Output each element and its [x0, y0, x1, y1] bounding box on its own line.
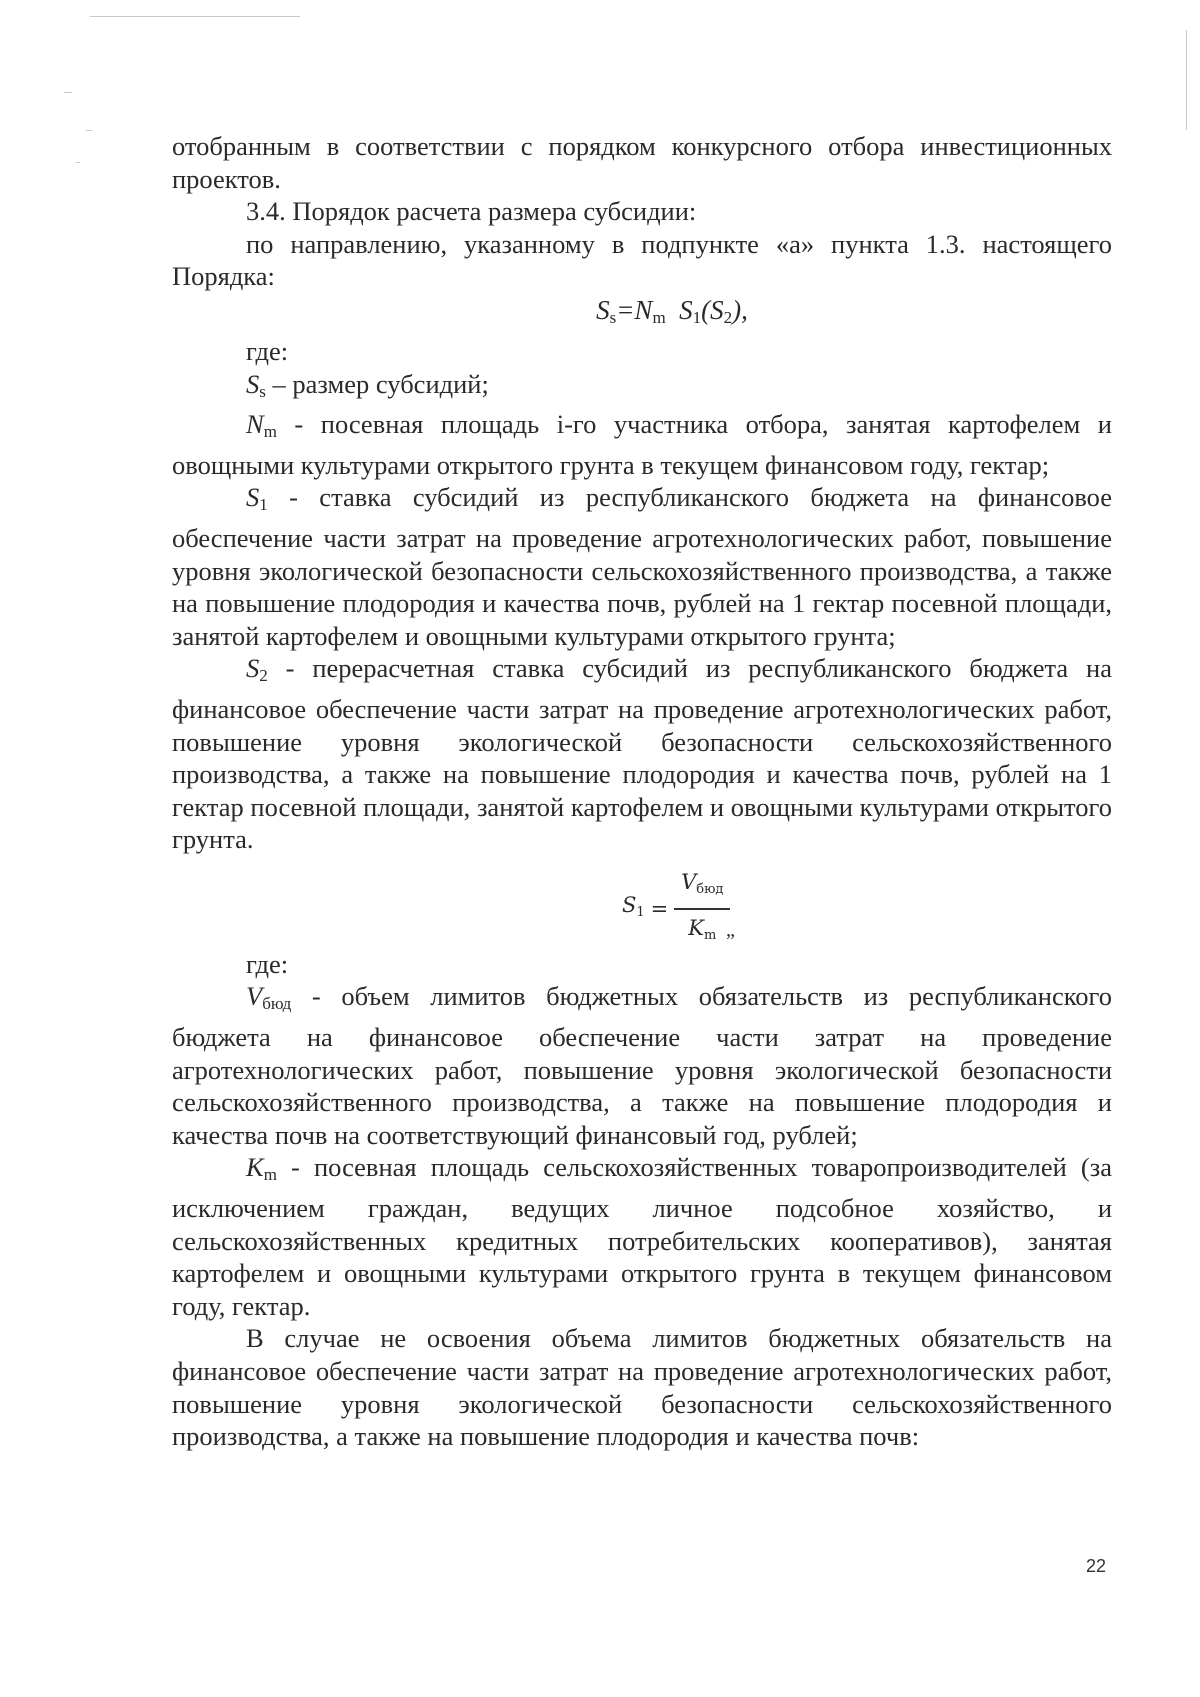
page-content — [172, 130, 1112, 1453]
symbol-km-sub: m — [263, 1165, 277, 1185]
where-label-2: где: — [246, 948, 289, 979]
formula-s1: S — [679, 294, 693, 325]
fraction-denominator-symbol: K — [688, 915, 704, 940]
symbol-s1-sub: 1 — [259, 495, 268, 515]
formula-nm-sub: m — [652, 307, 666, 327]
paragraph-continuation: отобранным в соответствии с порядком конкурсного отбора инвестиционных проектов. — [172, 131, 1112, 194]
definition-vbud — [172, 980, 1112, 1151]
where-label-1: где: — [246, 335, 289, 366]
symbol-nm: N — [246, 409, 264, 440]
symbol-s1: S — [246, 482, 260, 513]
paragraph-direction: по направлению, указанному в подпункте «а» пункта 1.3. настоящего Порядка: — [172, 228, 1112, 292]
formula-rate — [622, 866, 730, 953]
definition-s1 — [172, 481, 1112, 652]
section-heading-3-4: 3.4. Порядок расчета размера субсидии: — [246, 196, 697, 227]
formula-s2-sub: 2 — [723, 307, 733, 327]
formula-rate-block — [172, 862, 1112, 948]
formula-rate-lhs-symbol: S — [622, 892, 637, 917]
paragraph-unspent-limits: В случае не освоения объема лимитов бюджетных обязательств на финансовое обеспечение части затрат на проведение агротехнологических работ, повышение уровня экологической безопасности сельскохозяйственного производства, а также на повышение плодородия и качества почв: — [172, 1323, 1112, 1452]
scan-artifact-left-1 — [64, 92, 72, 93]
page-number: 22 — [1086, 1556, 1107, 1576]
definition-s2 — [172, 652, 1112, 856]
definition-nm-text: - посевная площадь i-го участника отбора, занятая картофелем и овощными культурами открытого грунта в текущем финансовом году, гектар; — [172, 409, 1112, 480]
fraction — [674, 866, 730, 953]
formula-ss-sub: s — [609, 307, 617, 327]
formula-ss: S — [596, 294, 610, 325]
symbol-nm-sub: m — [263, 422, 277, 442]
formula-open: ( — [701, 294, 711, 325]
scan-artifact-left-2 — [86, 130, 92, 131]
fraction-numerator — [678, 866, 726, 909]
scan-artifact-left-3 — [76, 162, 80, 163]
formula-rate-tail: „ — [726, 918, 735, 941]
formula-s2: S — [710, 294, 724, 325]
definition-nm — [172, 408, 1112, 481]
fraction-denominator — [688, 910, 716, 953]
scan-artifact-right-edge — [1186, 30, 1187, 130]
formula-rate-lhs — [622, 889, 645, 930]
symbol-s2: S — [246, 653, 260, 684]
definition-ss-text: – размер субсидий; — [265, 368, 489, 399]
definition-s2-text: - перерасчетная ставка субсидий из республиканского бюджета на финансовое обеспечение части затрат на проведение агротехнологических работ, повышение уровня экологической безопасности сельскохозяйственного производства, а также на повышение плодородия и качества почв, рублей на 1 гектар посевной площади, занятой картофелем и овощными культурами открытого грунта. — [172, 653, 1112, 855]
symbol-s2-sub: 2 — [259, 666, 268, 686]
formula-subsidy-size — [172, 293, 1112, 335]
scan-artifact-top — [90, 16, 300, 17]
symbol-vbud-sub: бюд — [262, 994, 292, 1014]
formula-rate-lhs-sub: 1 — [636, 904, 645, 920]
symbol-vbud: V — [246, 981, 263, 1012]
symbol-ss: S — [246, 368, 260, 399]
definition-km — [172, 1151, 1112, 1322]
formula-rate-eq: = — [650, 896, 669, 921]
formula-close: ), — [732, 294, 748, 325]
definition-ss — [172, 368, 1112, 409]
formula-eq: = — [616, 294, 635, 325]
formula-nm: N — [634, 294, 653, 325]
formula-s1-sub: 1 — [692, 307, 702, 327]
definition-s1-text: - ставка субсидий из республиканского бюджета на финансовое обеспечение части затрат на проведение агротехнологических работ, повышение уровня экологической безопасности сельскохозяйственного производства, а также на повышение плодородия и качества почв, рублей на 1 гектар посевной площади, занятой картофелем и овощными культурами открытого грунта; — [172, 482, 1112, 651]
symbol-km: K — [246, 1152, 264, 1183]
fraction-denominator-sub: m — [703, 927, 717, 943]
symbol-ss-sub: s — [259, 381, 266, 401]
definition-vbud-text: - объем лимитов бюджетных обязательств из республиканского бюджета на финансовое обеспечение части затрат на проведение агротехнологических работ, повышение уровня экологической безопасности сельскохозяйственного производства, а также на повышение плодородия и качества почв на соответствующий финансовый год, рублей; — [172, 981, 1112, 1150]
definition-km-text: - посевная площадь сельскохозяйственных товаропроизводителей (за исключением граждан, ведущих личное подсобное хозяйство, и сельскохозяйственных кредитных потребительских кооперативов), занятая картофелем и овощными культурами открытого грунта в текущем финансовом году, гектар. — [172, 1152, 1112, 1321]
fraction-numerator-symbol: V — [681, 869, 697, 894]
fraction-numerator-sub: бюд — [696, 881, 724, 897]
